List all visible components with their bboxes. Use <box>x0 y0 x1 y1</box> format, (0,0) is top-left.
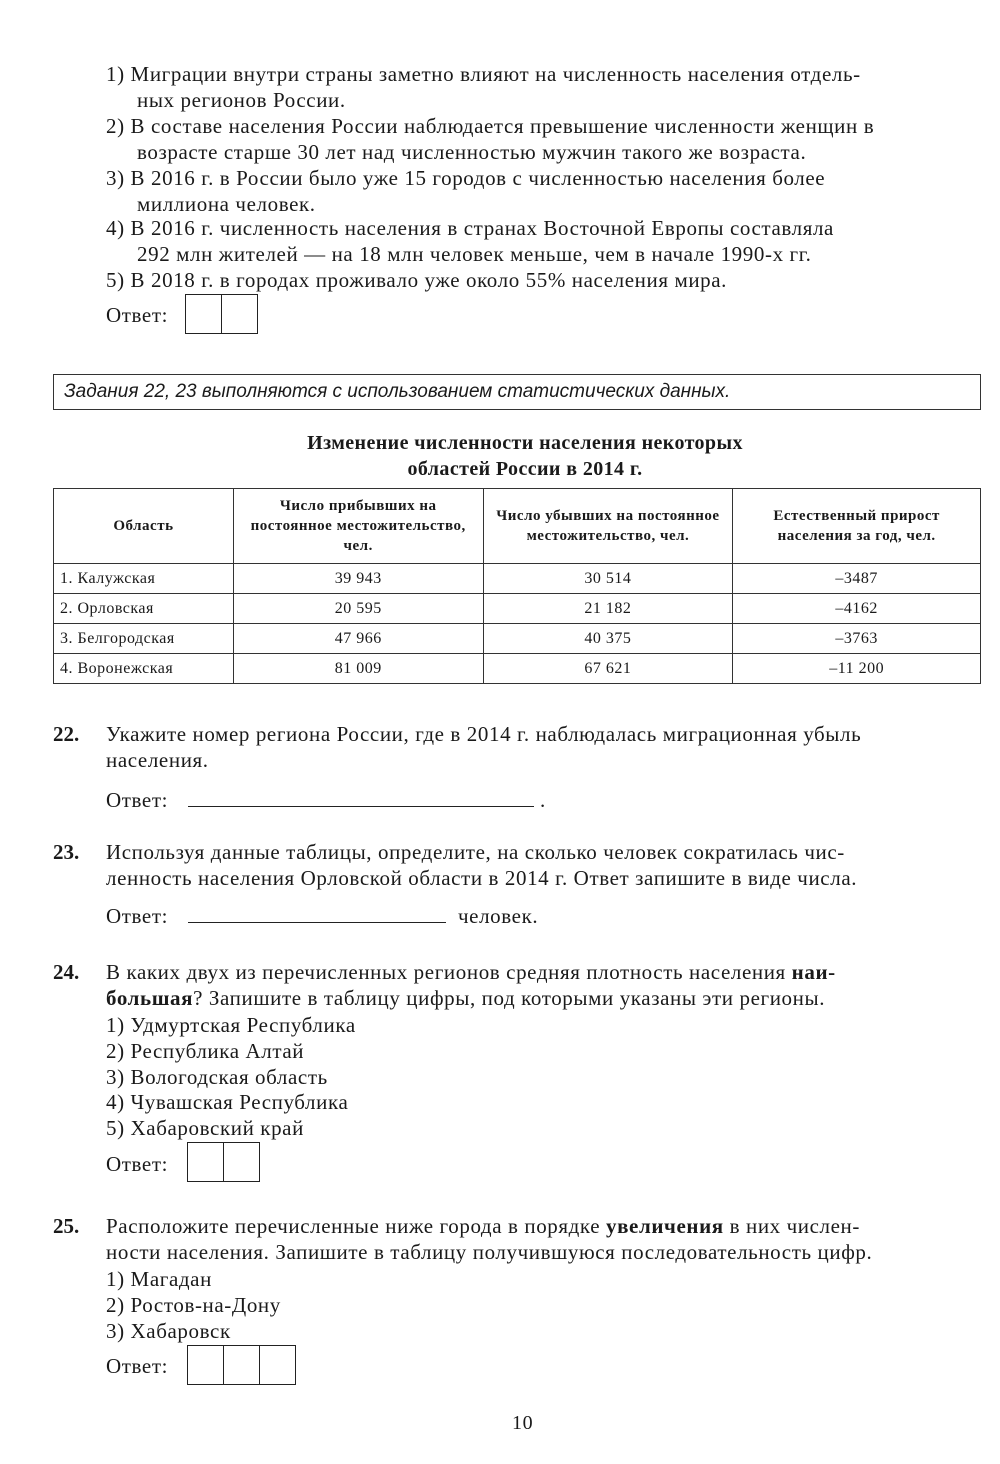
question-text-part: Расположите перечисленные ниже города в порядке <box>106 1214 606 1238</box>
answer-cells-q25[interactable] <box>187 1345 296 1385</box>
table-cell: 21 182 <box>483 594 733 624</box>
question-text: Используя данные таблицы, определите, на сколько человек сократилась чис- <box>106 840 845 864</box>
table-row <box>54 564 981 594</box>
question-text: ленность населения Орловской области в 2014 г. Ответ запишите в виде числа. <box>106 866 858 890</box>
population-table <box>53 488 981 684</box>
table-cell: 40 375 <box>483 624 733 654</box>
answer-cell[interactable] <box>222 295 257 333</box>
page-number: 10 <box>512 1412 534 1434</box>
table-row <box>54 624 981 654</box>
option-line: 2) Республика Алтай <box>106 1039 305 1063</box>
option-line: 5) Хабаровский край <box>106 1116 304 1140</box>
option-line: 3) Вологодская область <box>106 1065 328 1089</box>
answer-label: Ответ: <box>106 788 169 812</box>
option-line: 1) Магадан <box>106 1267 212 1291</box>
question-number: 25. <box>53 1214 80 1238</box>
table-cell: 30 514 <box>483 564 733 594</box>
question-text <box>106 1214 860 1239</box>
answer-label: Ответ: <box>106 1354 169 1378</box>
option-line: 4) Чувашская Республика <box>106 1090 349 1114</box>
table-title: областей России в 2014 г. <box>407 458 643 480</box>
table-cell: 47 966 <box>233 624 483 654</box>
table-cell: –11 200 <box>733 654 981 684</box>
option-line: 1) Миграции внутри страны заметно влияют на численность населения отдель- <box>106 62 861 86</box>
option-line: 5) В 2018 г. в городах проживало уже около 55% населения мира. <box>106 268 728 292</box>
option-line: 292 млн жителей — на 18 млн человек меньше, чем в начале 1990-х гг. <box>137 242 812 266</box>
answer-label: Ответ: <box>106 904 169 928</box>
option-line: 1) Удмуртская Республика <box>106 1013 356 1037</box>
answer-cells-q24[interactable] <box>187 1142 260 1182</box>
option-line: миллиона человек. <box>137 192 316 216</box>
answer-cells-q21[interactable] <box>185 294 258 334</box>
column-header: Число прибывших на постоянное местожительство, чел. <box>233 489 483 564</box>
table-cell: 39 943 <box>233 564 483 594</box>
table-cell: 4. Воронежская <box>54 654 234 684</box>
question-text-part: В каких двух из перечисленных регионов средняя плотность населения <box>106 960 792 984</box>
table-cell: –3487 <box>733 564 981 594</box>
table-cell: 67 621 <box>483 654 733 684</box>
answer-line-q23[interactable] <box>188 922 446 923</box>
answer-unit: человек. <box>458 904 539 928</box>
table-cell: 1. Калужская <box>54 564 234 594</box>
column-header: Число убывших на постоянное местожительство, чел. <box>483 489 733 564</box>
answer-cell[interactable] <box>186 295 222 333</box>
table-row <box>54 654 981 684</box>
option-line: возрасте старше 30 лет над численностью мужчин такого же возраста. <box>137 140 807 164</box>
answer-suffix: . <box>540 788 546 812</box>
answer-cell[interactable] <box>188 1143 224 1181</box>
question-text <box>106 960 836 985</box>
question-number: 24. <box>53 960 80 984</box>
table-cell: 3. Белгородская <box>54 624 234 654</box>
table-cell: –3763 <box>733 624 981 654</box>
table-cell: –4162 <box>733 594 981 624</box>
table-row <box>54 594 981 624</box>
column-header: Естественный прирост населения за год, чел. <box>733 489 981 564</box>
question-text: Укажите номер региона России, где в 2014 г. наблюдалась миграционная убыль <box>106 722 862 746</box>
table-cell: 2. Орловская <box>54 594 234 624</box>
answer-line-q22[interactable] <box>188 806 534 807</box>
emphasis: большая <box>106 986 194 1010</box>
question-number: 23. <box>53 840 80 864</box>
emphasis: наи- <box>791 960 836 984</box>
instruction-banner: Задания 22, 23 выполняются с использованием статистических данных. <box>53 374 981 410</box>
option-line: 3) В 2016 г. в России было уже 15 городов с численностью населения более <box>106 166 826 190</box>
question-text: ности населения. Запишите в таблицу получившуюся последовательность цифр. <box>106 1240 873 1264</box>
question-text-part: в них числен- <box>723 1214 860 1238</box>
question-text: населения. <box>106 748 209 772</box>
option-line: 2) В составе населения России наблюдается превышение численности женщин в <box>106 114 875 138</box>
question-text-part: ? Запишите в таблицу цифры, под которыми указаны эти регионы. <box>193 986 826 1010</box>
option-line: ных регионов России. <box>137 88 346 112</box>
option-line: 4) В 2016 г. численность населения в странах Восточной Европы составляла <box>106 216 834 240</box>
answer-cell[interactable] <box>224 1143 259 1181</box>
column-header: Область <box>54 489 234 564</box>
option-line: 3) Хабаровск <box>106 1319 231 1343</box>
table-title: Изменение численности населения некоторых <box>307 432 743 454</box>
answer-label: Ответ: <box>106 303 169 327</box>
answer-label: Ответ: <box>106 1152 169 1176</box>
table-cell: 81 009 <box>233 654 483 684</box>
answer-cell[interactable] <box>260 1346 295 1384</box>
question-text <box>106 986 825 1011</box>
table-cell: 20 595 <box>233 594 483 624</box>
question-number: 22. <box>53 722 80 746</box>
answer-cell[interactable] <box>188 1346 224 1384</box>
answer-cell[interactable] <box>224 1346 260 1384</box>
option-line: 2) Ростов-на-Дону <box>106 1293 281 1317</box>
emphasis: увеличения <box>606 1214 724 1238</box>
